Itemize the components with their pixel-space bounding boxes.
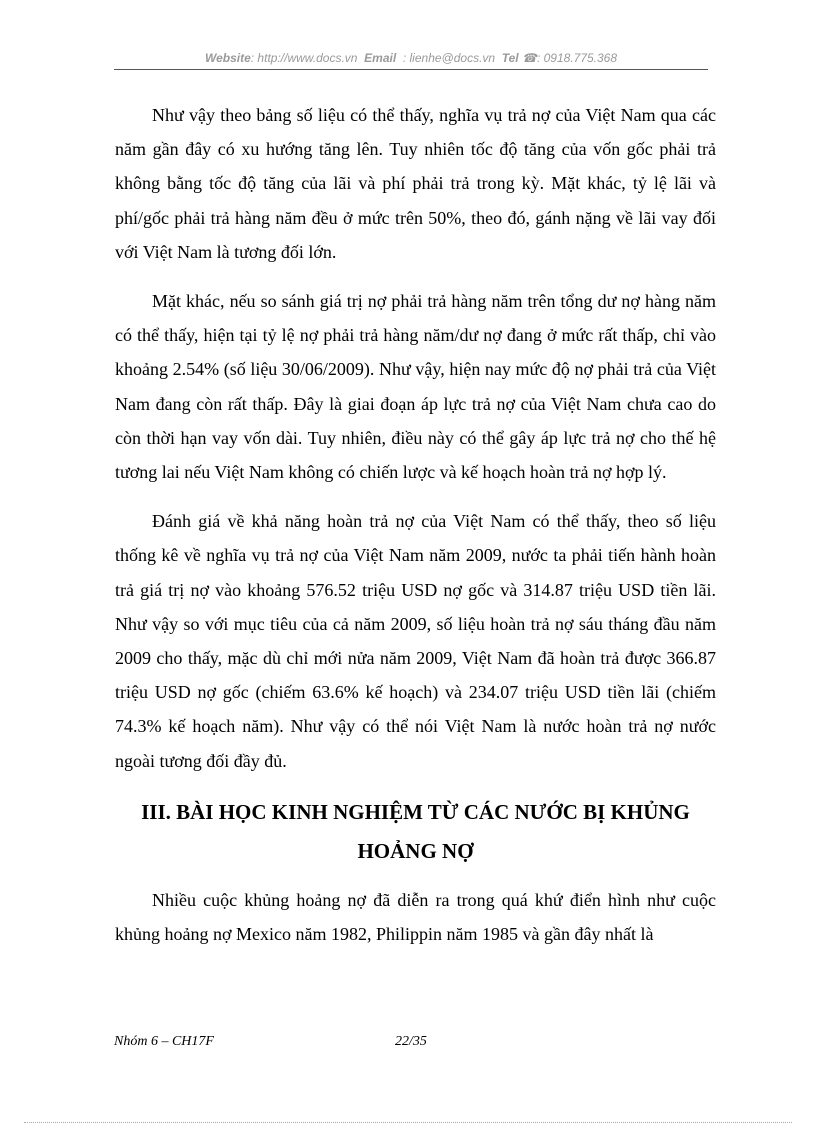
phone-icon: ☎: [522, 51, 537, 65]
website-label: Website: [204, 51, 251, 65]
email-label: Email: [364, 51, 397, 65]
body-paragraph-2: Mặt khác, nếu so sánh giá trị nợ phải trả hàng năm trên tổng dư nợ hàng năm có thể thấy, hiện tại tỷ lệ nợ phải trả hàng năm/dư nợ đang ở mức rất thấp, chỉ vào khoảng 2.54% (số liệu 30/06/2009). Như vậy, hiện nay mức độ nợ phải trả của Việt Nam đang còn rất thấp. Đây là giai đoạn áp lực trả nợ của Việt Nam chưa cao do còn thời hạn vay vốn dài. Tuy nhiên, điều này có thể gây áp lực trả nợ cho thế hệ tương lai nếu Việt Nam không có chiến lược và kế hoạch hoàn trả nợ hợp lý.: [115, 291, 716, 483]
document-body: [115, 98, 716, 966]
page-footer: [114, 1034, 427, 1050]
header-divider: [114, 69, 708, 70]
tel-label: Tel: [501, 51, 519, 65]
section-heading: III. BÀI HỌC KINH NGHIỆM TỪ CÁC NƯỚC BỊ KHỦNG HOẢNG NỢ: [141, 799, 690, 863]
tel-value: : 0918.775.368: [536, 51, 618, 65]
body-paragraph-1: Như vậy theo bảng số liệu có thể thấy, nghĩa vụ trả nợ của Việt Nam qua các năm gần đây có xu hướng tăng lên. Tuy nhiên tốc độ tăng của vốn gốc phải trả không bằng tốc độ tăng của lãi và phí phải trả trong kỳ. Mặt khác, tỷ lệ lãi và phí/gốc phải trả hàng năm đều ở mức trên 50%, theo đó, gánh nặng về lãi vay đối với Việt Nam là tương đối lớn.: [115, 105, 716, 262]
footer-group: Nhóm 6 – CH17F: [114, 1034, 214, 1049]
page-number: 22/35: [395, 1034, 427, 1049]
email-value: : lienhe@docs.vn: [402, 51, 496, 65]
body-paragraph-4: Nhiều cuộc khủng hoảng nợ đã diễn ra trong quá khứ điển hình như cuộc khủng hoảng nợ Mexico năm 1982, Philippin năm 1985 và gần đây nhất là: [115, 889, 716, 945]
page-header: [114, 51, 708, 65]
body-paragraph-3: Đánh giá về khả năng hoàn trả nợ của Việt Nam có thể thấy, theo số liệu thống kê về nghĩa vụ trả nợ của Việt Nam năm 2009, nước ta phải tiến hành hoàn trả giá trị nợ vào khoảng 576.52 triệu USD nợ gốc và 314.87 triệu USD tiền lãi. Như vậy so với mục tiêu của cả năm 2009, số liệu hoàn trả nợ sáu tháng đầu năm 2009 cho thấy, mặc dù chỉ mới nửa năm 2009, Việt Nam đã hoàn trả được 366.87 triệu USD nợ gốc (chiếm 63.6% kế hoạch) và 234.07 triệu USD tiền lãi (chiếm 74.3% kế hoạch năm). Như vậy có thể nói Việt Nam là nước hoàn trả nợ nước ngoài tương đối đầy đủ.: [115, 511, 716, 771]
website-value: : http://www.docs.vn: [250, 51, 358, 65]
